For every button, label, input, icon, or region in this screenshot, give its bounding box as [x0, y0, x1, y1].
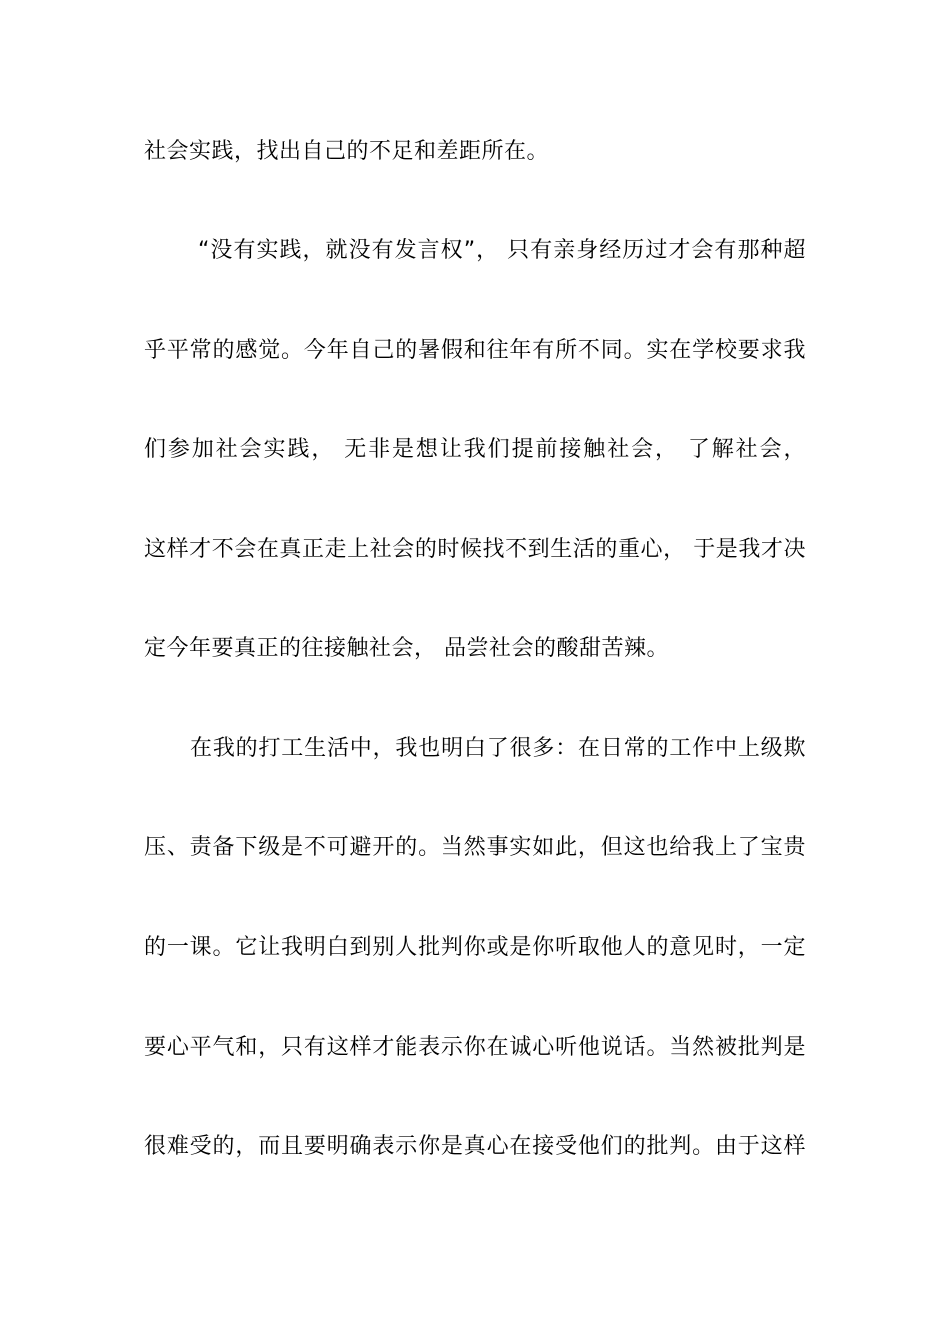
text-line-3: 乎平常的感觉。今年自己的暑假和往年有所不同。实在学校要求我: [144, 338, 806, 363]
text-line-9: 的一课。它让我明白到别人批判你或是你听取他人的意见时，一定: [144, 935, 806, 960]
text-line-7: 在我的打工生活中，我也明白了很多：在日常的工作中上级欺: [190, 736, 806, 761]
text-line-6: 定今年要真正的往接触社会， 品尝社会的酸甜苦辣。: [144, 636, 669, 661]
text-line-11: 很难受的，而且要明确表示你是真心在接受他们的批判。由于这样: [144, 1134, 806, 1159]
text-line-5: 这样才不会在真正走上社会的时候找不到生活的重心， 于是我才决: [144, 537, 806, 562]
text-line-1: 社会实践，找出自己的不足和差距所在。: [144, 139, 550, 164]
text-line-4: 们参加社会实践， 无非是想让我们提前接触社会， 了解社会，: [144, 437, 806, 462]
text-line-2: “没有实践，就没有发言权”， 只有亲身经历过才会有那种超: [198, 238, 806, 263]
text-line-8: 压、责备下级是不可避开的。当然事实如此，但这也给我上了宝贵: [144, 835, 806, 860]
text-line-10: 要心平气和，只有这样才能表示你在诚心听他说话。当然被批判是: [144, 1035, 806, 1060]
